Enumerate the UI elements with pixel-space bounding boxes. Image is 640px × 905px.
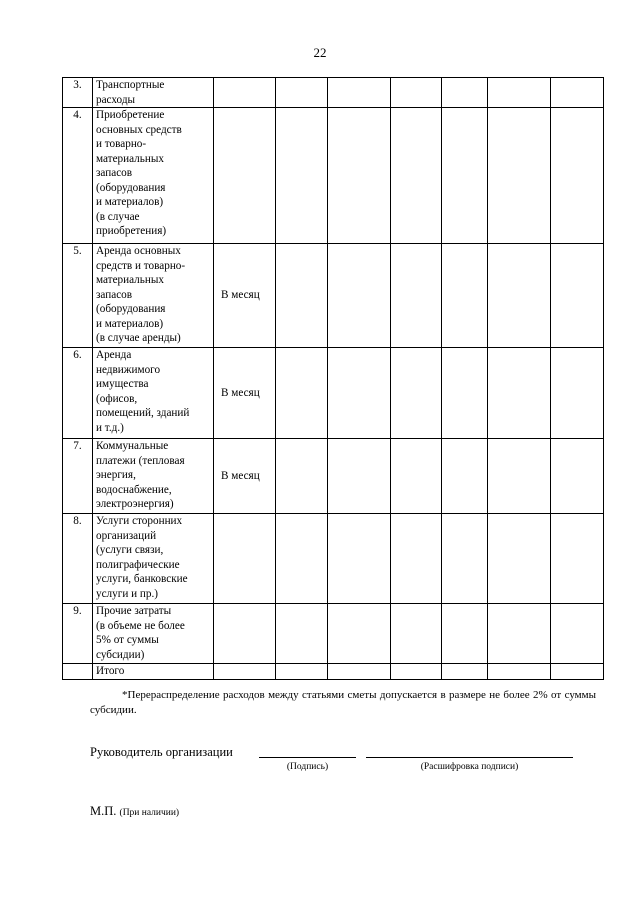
signature-caption: (Подпись)	[286, 762, 329, 772]
expense-name-line: и товарно-	[96, 138, 147, 150]
empty-cell	[276, 108, 328, 244]
expense-name-line: услуги, банковские	[96, 573, 188, 585]
empty-cell	[328, 244, 391, 348]
expense-name-line: Аренда основных	[96, 245, 181, 257]
expense-name-line: материальных	[96, 274, 164, 286]
empty-cell	[488, 514, 551, 604]
empty-cell	[391, 108, 442, 244]
expense-name-line: услуги и пр.)	[96, 587, 158, 600]
row-number: 9.	[63, 604, 93, 664]
expense-name-line: (оборудования	[96, 181, 166, 194]
table-row	[63, 78, 604, 108]
empty-cell	[328, 664, 391, 680]
row-number: 6.	[63, 348, 93, 439]
expense-name-line: организаций	[96, 529, 157, 542]
expense-name-line: (в случае	[96, 210, 140, 223]
expense-name-line: (услуги связи,	[96, 544, 164, 556]
empty-cell	[442, 514, 488, 604]
expense-name-line: водоснабжение,	[96, 483, 172, 496]
expense-name-line: полиграфические	[96, 558, 180, 571]
empty-cell	[391, 664, 442, 680]
empty-cell	[551, 439, 604, 514]
empty-cell	[442, 78, 488, 108]
empty-cell	[551, 244, 604, 348]
row-number: 7.	[63, 439, 93, 514]
empty-cell	[328, 514, 391, 604]
unit-cell	[214, 78, 276, 108]
expense-name-line: энергия,	[96, 469, 136, 481]
expense-name-line: средств и товарно-	[96, 259, 186, 272]
expense-name-line: материальных	[96, 152, 164, 165]
unit-cell: В месяц	[214, 348, 276, 439]
expense-name-line: субсидии)	[96, 648, 145, 661]
empty-cell	[328, 348, 391, 439]
empty-cell	[442, 244, 488, 348]
empty-cell	[276, 664, 328, 680]
table-row	[63, 439, 604, 514]
stamp-block	[90, 804, 179, 819]
expense-name-line: платежи (тепловая	[96, 454, 185, 467]
expense-name-line: помещений, зданий	[96, 407, 190, 419]
expense-name-line: запасов	[96, 167, 133, 179]
unit-cell	[214, 108, 276, 244]
table-row	[63, 244, 604, 348]
expense-name-line: 5% от суммы	[96, 634, 159, 646]
row-number: 3.	[63, 78, 93, 108]
expense-name-line: электроэнергия)	[96, 498, 174, 510]
empty-cell	[442, 664, 488, 680]
table-row	[63, 514, 604, 604]
empty-cell	[328, 108, 391, 244]
signature-line	[259, 757, 356, 758]
empty-cell	[276, 244, 328, 348]
unit-cell: В месяц	[214, 244, 276, 348]
expense-name-line: основных средств	[96, 123, 182, 136]
row-number: 4.	[63, 108, 93, 244]
unit-cell	[214, 604, 276, 664]
expense-name-line: Прочие затраты	[96, 605, 172, 617]
row-number: 5.	[63, 244, 93, 348]
row-number: 8.	[63, 514, 93, 604]
table-row	[63, 348, 604, 439]
unit-cell	[214, 514, 276, 604]
unit-cell	[214, 664, 276, 680]
table-row	[63, 664, 604, 680]
expense-name	[93, 439, 214, 514]
empty-cell	[391, 78, 442, 108]
footnote: *Перераспределение расходов между статьями сметы допускается в размере не более 2% от суммы субсидии.	[90, 689, 596, 716]
budget-table	[62, 77, 604, 680]
expense-name	[93, 514, 214, 604]
empty-cell	[551, 348, 604, 439]
empty-cell	[488, 664, 551, 680]
expense-name	[93, 108, 214, 244]
empty-cell	[442, 348, 488, 439]
expense-name-line: приобретения)	[96, 225, 167, 237]
empty-cell	[391, 439, 442, 514]
empty-cell	[488, 604, 551, 664]
empty-cell	[442, 604, 488, 664]
stamp-label: М.П.	[90, 804, 117, 818]
expense-name-line: запасов	[96, 288, 133, 301]
empty-cell	[442, 439, 488, 514]
empty-cell	[328, 604, 391, 664]
expense-name-line: Услуги сторонних	[96, 515, 183, 527]
empty-cell	[391, 514, 442, 604]
empty-cell	[551, 514, 604, 604]
empty-cell	[391, 604, 442, 664]
signature-decoding-caption: (Расшифровка подписи)	[420, 762, 519, 772]
empty-cell	[276, 439, 328, 514]
empty-cell	[488, 78, 551, 108]
empty-cell	[276, 78, 328, 108]
expense-name-line: и т.д.)	[96, 421, 124, 434]
expense-name-line: (в объеме не более	[96, 619, 185, 632]
stamp-note: (При наличии)	[119, 808, 180, 818]
empty-cell	[551, 604, 604, 664]
expense-name-line: расходы	[96, 93, 136, 106]
empty-cell	[276, 514, 328, 604]
expense-name-line: Транспортные	[96, 79, 165, 91]
table-row	[63, 604, 604, 664]
expense-name-line: Итого	[96, 665, 125, 677]
page-number: 22	[313, 45, 327, 60]
expense-name	[93, 604, 214, 664]
empty-cell	[488, 108, 551, 244]
signature-decoding-line	[366, 757, 573, 758]
expense-name-line: Аренда	[96, 349, 132, 361]
expense-name	[93, 348, 214, 439]
expense-name-line: и материалов)	[96, 317, 164, 330]
empty-cell	[551, 108, 604, 244]
unit-cell: В месяц	[214, 439, 276, 514]
expense-name-line: (оборудования	[96, 303, 166, 315]
table-row	[63, 108, 604, 244]
empty-cell	[328, 439, 391, 514]
expense-name-line: (офисов,	[96, 392, 138, 405]
signature-label: Руководитель организации	[90, 745, 233, 759]
empty-cell	[488, 348, 551, 439]
empty-cell	[391, 244, 442, 348]
expense-name	[93, 664, 214, 680]
expense-name-line: Коммунальные	[96, 440, 169, 452]
empty-cell	[391, 348, 442, 439]
empty-cell	[488, 439, 551, 514]
empty-cell	[328, 78, 391, 108]
empty-cell	[442, 108, 488, 244]
expense-name-line: недвижимого	[96, 363, 161, 376]
expense-name	[93, 78, 214, 108]
empty-cell	[488, 244, 551, 348]
expense-name-line: имущества	[96, 378, 149, 390]
expense-name-line: и материалов)	[96, 196, 164, 208]
empty-cell	[551, 664, 604, 680]
empty-cell	[551, 78, 604, 108]
empty-cell	[276, 348, 328, 439]
row-number	[63, 664, 93, 680]
expense-name-line: Приобретение	[96, 109, 165, 121]
expense-name-line: (в случае аренды)	[96, 332, 181, 344]
expense-name	[93, 244, 214, 348]
empty-cell	[276, 604, 328, 664]
